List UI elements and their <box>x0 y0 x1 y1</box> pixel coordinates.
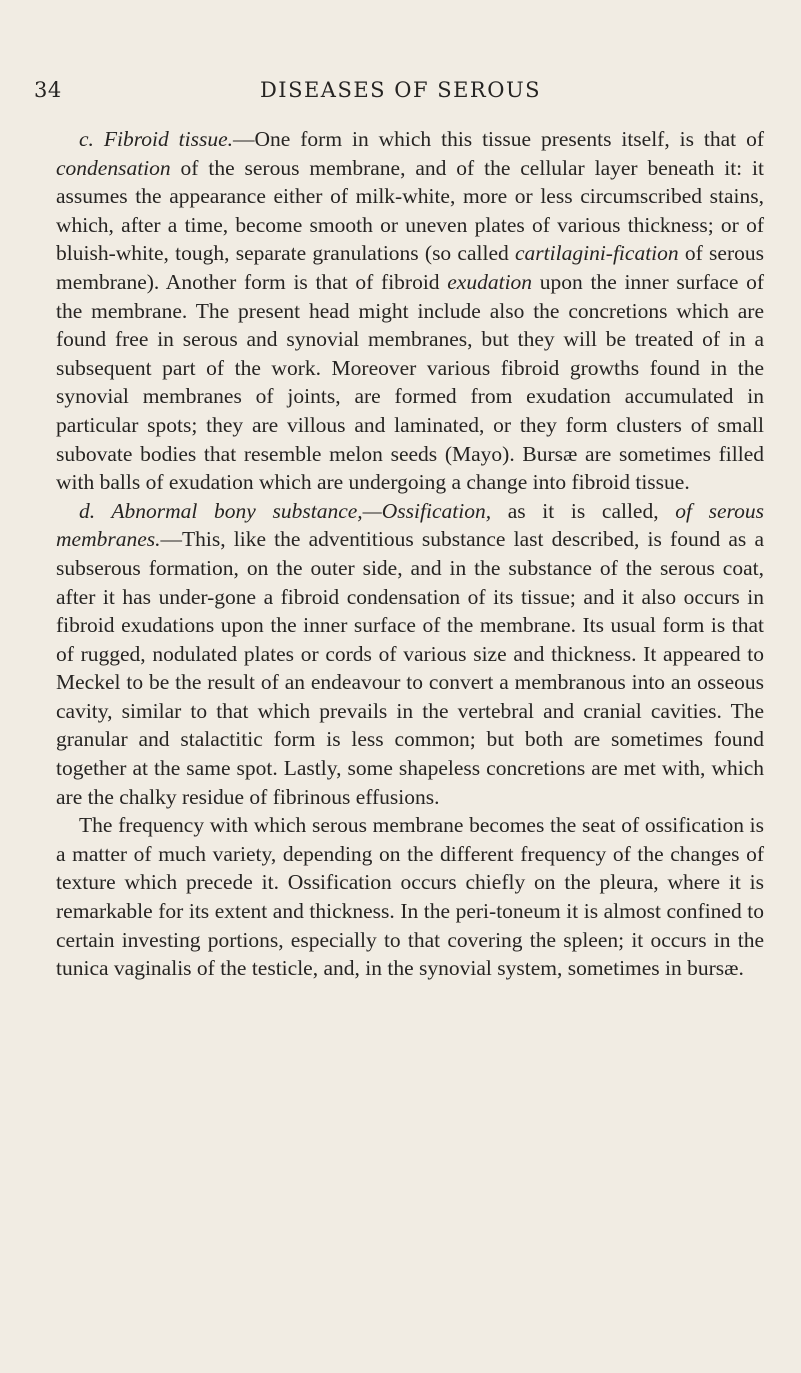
text-run: cartilagini-fication <box>515 241 679 266</box>
text-run: of the serous membrane, and of the cellular layer beneath it: it assumes the appearance either of milk-white, more or less circumscribed stains, which, after a time, become smooth or uneven plates of various thickness; or of bluish-white, tough, separate granulations (so called <box>56 155 764 266</box>
text-run: of serous membranes. <box>56 498 764 552</box>
text-run: d. Abnormal bony substance,—Ossification, <box>79 498 492 523</box>
text-run: The frequency with which serous membrane becomes the seat of ossification is a matter of much variety, depending on the different frequency of the changes of texture which precede it. Ossification occurs chiefly on the pleura, where it is remarkable for its extent and thickness. In the peri-toneum it is almost confined to certain investing portions, especially to that covering the spleen; it occurs in the tunica vaginalis of the testicle, and, in the synovial system, sometimes in bursæ. <box>56 813 764 981</box>
text-run: c. Fibroid tissue. <box>79 127 234 151</box>
text-run: —One form in which this tissue presents itself, is that of <box>233 127 764 151</box>
body-text <box>56 125 764 983</box>
text-run: of serous membrane). Another form is that of fibroid <box>56 241 764 294</box>
text-run: upon the inner surface of the membrane. The present head might include also the concretions which are found free in serous and synovial membranes, but they will be treated of in a subsequent part of the work. Moreover various fibroid growths found in the synovial membranes of joints, are formed from exudation accumulated in particular spots; they are villous and laminated, or they form clusters of small subovate bodies that resemble melon seeds (Mayo). Bursæ are sometimes filled with balls of exudation which are undergoing a change into fibroid tissue. <box>56 269 764 495</box>
running-head: DISEASES OF SEROUS <box>259 78 542 102</box>
text-run: condensation <box>56 155 171 180</box>
text-run: exudation <box>447 269 533 294</box>
page-number: 34 <box>34 78 62 102</box>
text-run: —This, like the adventitious substance last described, is found as a subserous formation, on the outer side, and in the substance of the serous coat, after it has under-gone a fibroid condensation of its tissue; and it also occurs in fibroid exudations upon the inner surface of the membrane. Its usual form is that of rugged, nodulated plates or cords of various size and thickness. It appeared to Meckel to be the result of an endeavour to convert a membranous into an osseous cavity, similar to that which prevails in the vertebral and cranial cavities. The granular and stalactitic form is less common; but both are sometimes found together at the same spot. Lastly, some shapeless concretions are met with, which are the chalky residue of fibrinous effusions. <box>56 527 764 809</box>
paragraph-fibroid-tissue <box>56 125 764 497</box>
text-run: as it is called, <box>491 498 676 523</box>
paragraph-ossification-frequency <box>56 811 764 983</box>
paragraph-bony-substance <box>56 497 764 812</box>
